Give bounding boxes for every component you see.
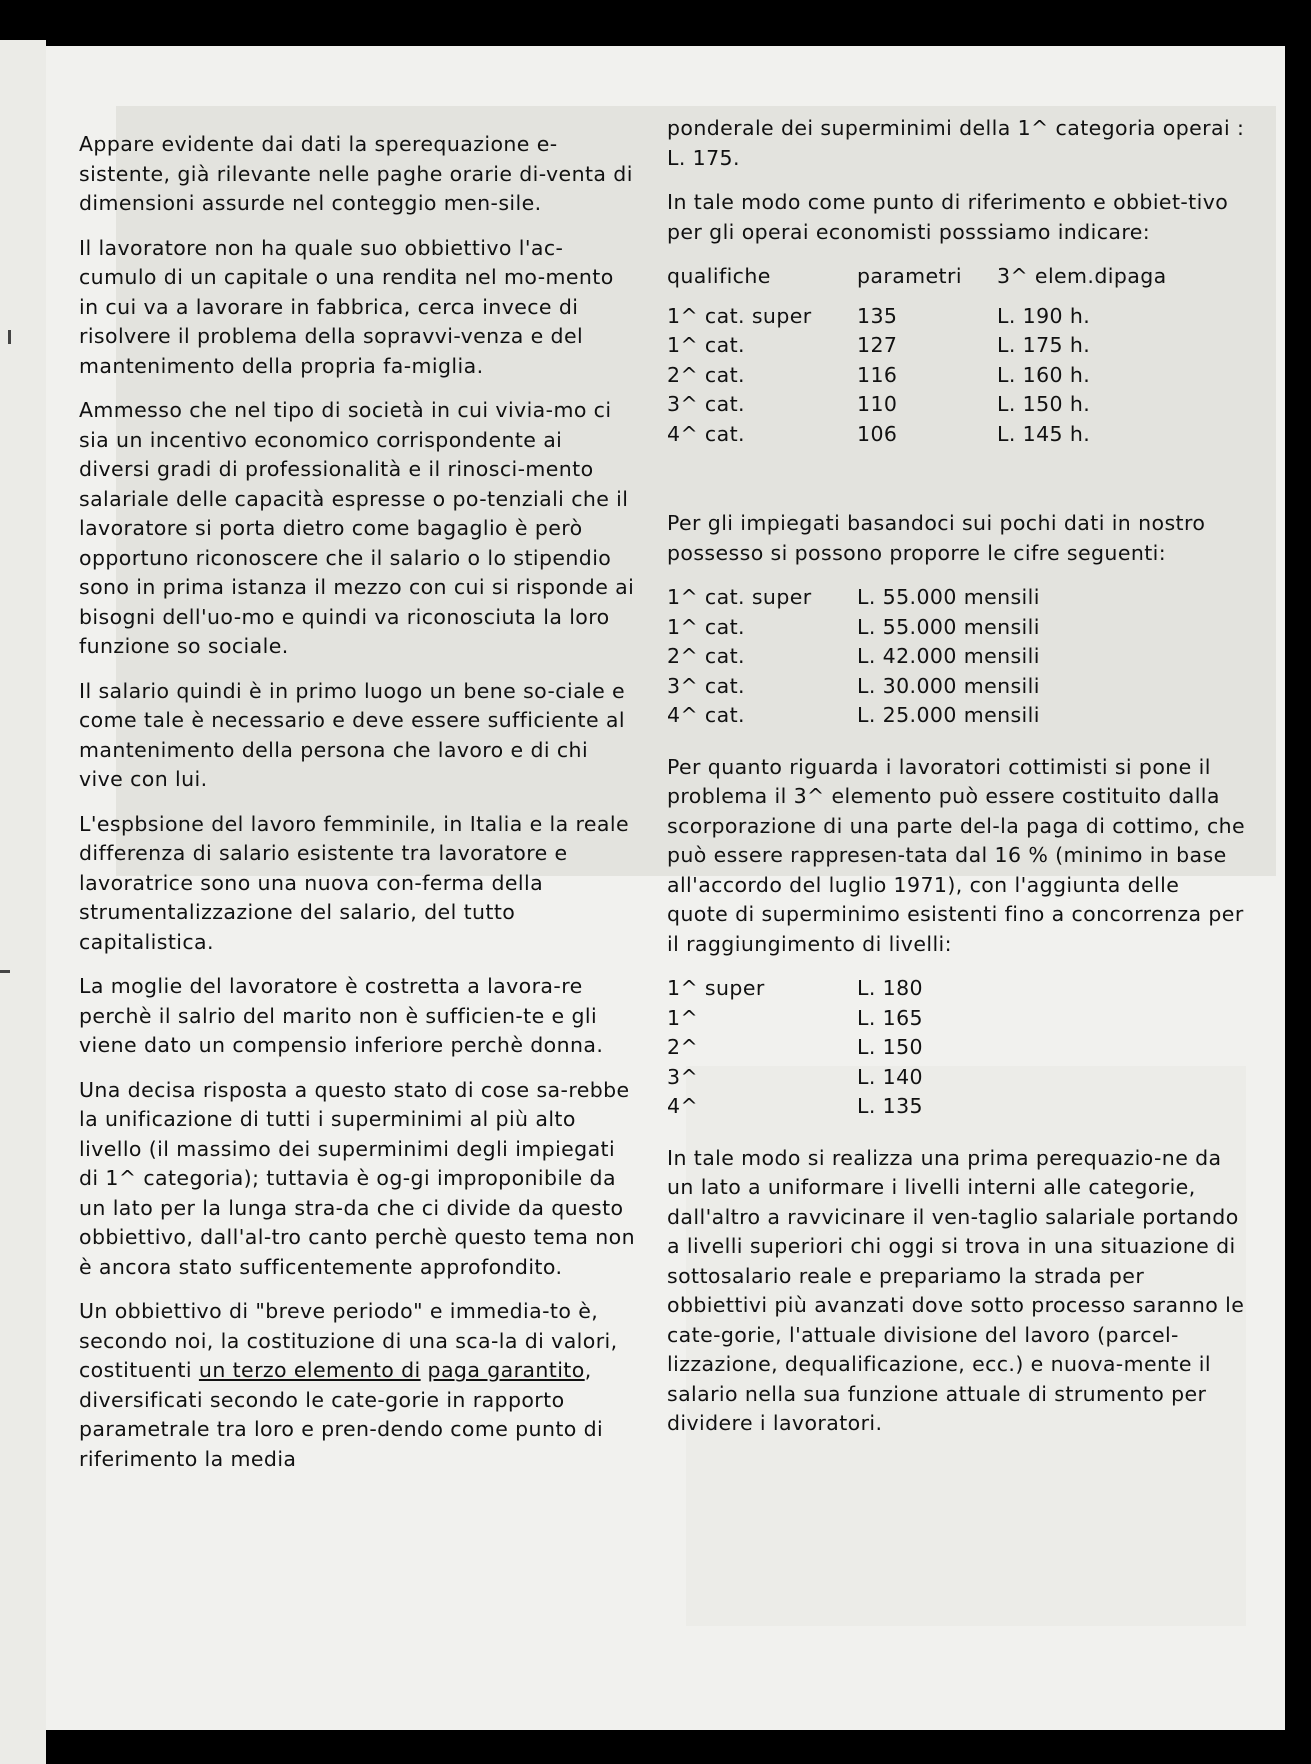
table-header: 3^ elem.dipaga: [997, 264, 1167, 288]
paragraph: Il salario quindi è in primo luogo un bene so-ciale e come tale è necessario e deve essere sufficiente al mantenimento della persona che lavoro e di chi vive con lui.: [79, 678, 626, 791]
left-column: [79, 130, 639, 1489]
table-cell: 4^: [667, 1094, 699, 1118]
paragraph: ponderale dei superminimi della 1^ categoria operai : L. 175.: [667, 116, 1245, 170]
table-cell: 3^: [667, 1064, 699, 1089]
impiegati-table: [667, 583, 1247, 731]
table-cell: 2^ cat.: [667, 644, 745, 668]
table-cell: L. 165: [857, 1005, 923, 1030]
underlined-text: paga garantito: [427, 1358, 585, 1382]
table-cell: L. 180: [857, 976, 923, 1000]
cottimisti-table: [667, 974, 1247, 1122]
table-cell: L. 160 h.: [997, 362, 1091, 387]
margin-mark: [0, 970, 10, 973]
paragraph: Per quanto riguarda i lavoratori cottimisti si pone il problema il 3^ elemento può essere costituito dalla scorporazione di una parte del-la paga di cottimo, che può essere rappresen-tata dal 16 % (minimo in base all'accordo del luglio 1971), con l'aggiunta delle quote di superminimo esistenti fino a concorrenza per il raggiungimento di livelli:: [667, 754, 1246, 956]
table-cell: 1^ cat. super: [667, 585, 812, 609]
paragraph-text: , diversificati secondo le cate-gorie in rapporto parametrale tra loro e pren-dendo come punto di riferimento la media: [79, 1358, 604, 1471]
table-cell: L. 145 h.: [997, 421, 1091, 446]
table-cell: L. 140: [857, 1064, 923, 1089]
paragraph: Per gli impiegati basandoci sui pochi dati in nostro possesso si possono proporre le cifre seguenti:: [667, 511, 1206, 565]
table-cell: 3^ cat.: [667, 673, 745, 698]
table-cell: L. 30.000 mensili: [857, 673, 1040, 698]
paragraph-text: Un obbiettivo di "breve periodo" e immedia-to è, secondo noi, la costituzione di una sca-la di valori, costituenti: [79, 1299, 618, 1382]
page-edge-left: [0, 40, 46, 1764]
table-cell: L. 55.000 mensili: [857, 614, 1040, 639]
paragraph: In tale modo come punto di riferimento e obbiet-tivo per gli operai economisti posssiamo indicare:: [667, 190, 1229, 244]
table-cell: 4^ cat.: [667, 421, 745, 446]
table-cell: L. 25.000 mensili: [857, 703, 1040, 727]
paragraph: In tale modo si realizza una prima perequazio-ne da un lato a uniformare i livelli interni alle categorie, dall'altro a ravvicinare il ven-taglio salariale portando a livelli superiori chi oggi si trova in una situazione di sottosalario reale e prepariamo la strada per obbiettivi più avanzati dove sotto processo saranno le cate-gorie, l'attuale divisione del lavoro (parcel-lizzazione, dequalificazione, ecc.) e nuova-mente il salario nella sua funzione attuale di strumento per dividere i lavoratori.: [667, 1145, 1245, 1435]
paragraph: Una decisa risposta a questo stato di cose sa-rebbe la unificazione di tutti i superminimi al più alto livello (il massimo dei superminimi degli impiegati di 1^ categoria); tuttavia è og-gi improponibile da un lato per la lunga stra-da che ci divide da questo obbiettivo, dall'al-tro canto perchè questo tema non è ancora stato sufficentemente approfondito.: [79, 1077, 636, 1279]
table-header: parametri: [857, 264, 962, 288]
operai-table: [667, 262, 1247, 449]
table-cell: L. 150 h.: [997, 392, 1091, 416]
right-column: [667, 114, 1247, 1454]
table-cell: 3^ cat.: [667, 392, 745, 416]
table-cell: 116: [857, 362, 898, 387]
table-cell: L. 150: [857, 1035, 923, 1059]
table-cell: 4^ cat.: [667, 703, 745, 727]
paragraph: Il lavoratore non ha quale suo obbiettivo l'ac-cumulo di un capitale o una rendita nel mo-mento in cui va a lavorare in fabbrica, cerca invece di risolvere il problema della sopravvi-venza e del mantenimento della propria fa-miglia.: [79, 235, 614, 378]
table-cell: L. 55.000 mensili: [857, 585, 1040, 609]
paragraph: Appare evidente dai dati la sperequazione e-sistente, già rilevante nelle paghe orarie di-venta di dimensioni assurde nel conteggio men-sile.: [79, 132, 633, 215]
underlined-text: un terzo elemento di: [198, 1358, 421, 1382]
table-cell: L. 135: [857, 1094, 923, 1118]
table-cell: L. 190 h.: [997, 303, 1091, 328]
table-cell: 1^ cat.: [667, 333, 745, 357]
table-cell: 1^ cat.: [667, 614, 745, 639]
paragraph: Ammesso che nel tipo di società in cui vivia-mo ci sia un incentivo economico corrispondente ai diversi gradi di professionalità e il rinosci-mento salariale delle capacità espresse o po-tenziali che il lavoratore si porta dietro come bagaglio è però opportuno riconoscere che il salario o lo stipendio sono in prima istanza il mezzo con cui si risponde ai bisogni dell'uo-mo e quindi va riconosciuta la loro funzione so sociale.: [79, 398, 635, 658]
table-cell: 2^: [667, 1035, 699, 1059]
paragraph: [79, 1297, 639, 1474]
table-cell: L. 42.000 mensili: [857, 644, 1040, 668]
spacer: [667, 471, 1247, 509]
paragraph: La moglie del lavoratore è costretta a lavora-re perchè il salrio del marito non è sufficien-te e gli viene dato un compensio inferiore perchè donna.: [79, 974, 604, 1057]
table-cell: 135: [857, 303, 898, 328]
margin-mark: [8, 330, 11, 344]
table-cell: L. 175 h.: [997, 333, 1091, 357]
paragraph: L'espbsione del lavoro femminile, in Italia e la reale differenza di salario esistente tra lavoratore e lavoratrice sono una nuova con-ferma della strumentalizzazione del salario, del tutto capitalistica.: [79, 811, 629, 954]
table-cell: 110: [857, 392, 898, 416]
table-header: qualifiche: [667, 264, 771, 288]
table-cell: 127: [857, 333, 898, 357]
table-cell: 106: [857, 421, 898, 446]
table-cell: 1^ cat. super: [667, 303, 812, 328]
table-cell: 1^: [667, 1005, 699, 1030]
table-cell: 1^ super: [667, 976, 765, 1000]
document-page: [46, 46, 1285, 1730]
table-cell: 2^ cat.: [667, 362, 745, 387]
